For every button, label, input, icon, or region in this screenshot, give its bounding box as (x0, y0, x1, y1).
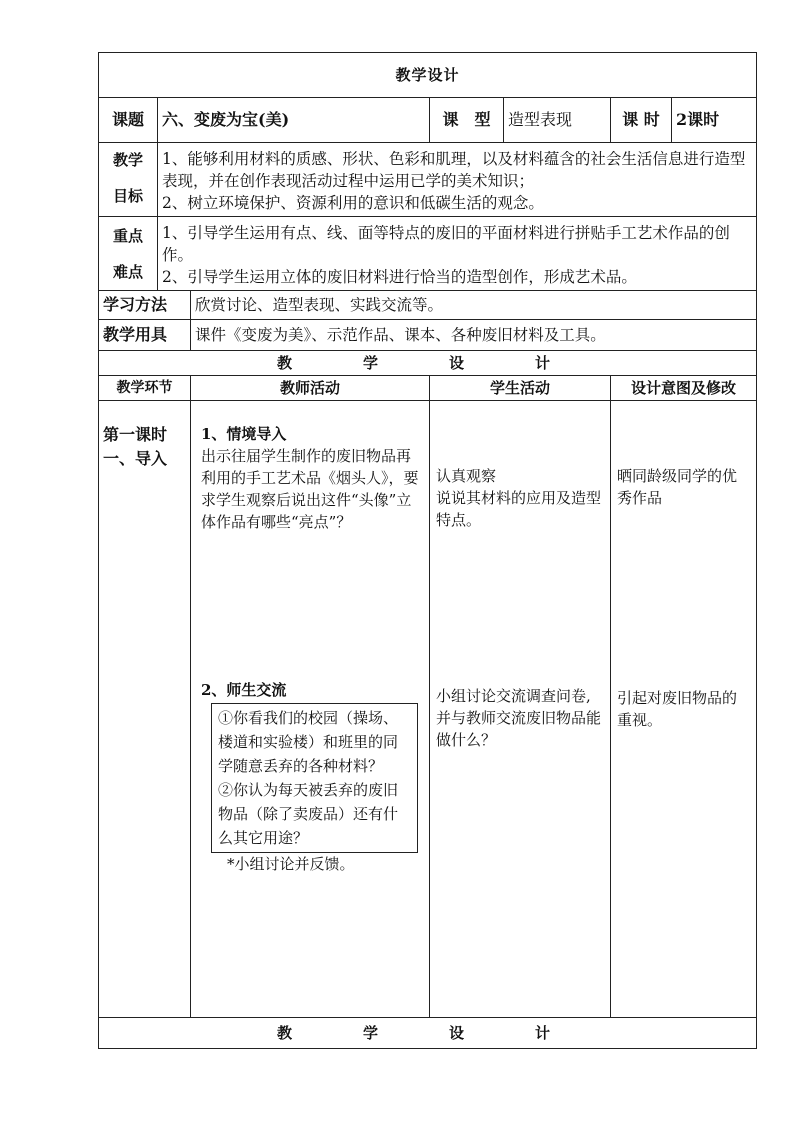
keypoints-label-line2: 难点 (112, 263, 143, 281)
question-1: ①你看我们的校园（操场、楼道和实验楼）和班里的同学随意丢弃的各种材料？ (218, 709, 399, 775)
topic-label: 课题 (99, 98, 158, 143)
goal-item-1: 1、能够利用材料的质感、形状、色彩和肌理，以及材料蕴含的社会生活信息进行造型表现，并在创作表现活动过程中运用已学的美术知识； (162, 150, 746, 190)
student-activity-cell (430, 401, 611, 1018)
question-box (211, 703, 418, 853)
tools-label: 教学用具 (99, 320, 191, 351)
stage-line-1: 第一课时 (103, 425, 168, 444)
col-intent-header: 设计意图及修改 (611, 376, 757, 401)
part2-note: *小组讨论并反馈。 (227, 855, 355, 873)
question-2: ②你认为每天被丢弃的废旧物品（除了卖废品）还有什么其它用途？ (218, 781, 399, 847)
keypoint-item-2: 2、引导学生运用立体的废旧材料进行恰当的造型创作，形成艺术品。 (162, 268, 637, 286)
stage-line-2: 一、导入 (103, 449, 168, 468)
part2-title: 2、师生交流 (201, 681, 287, 699)
part2-student: 小组讨论交流调查问卷,并与教师交流废旧物品能做什么？ (436, 687, 602, 749)
stage-cell (99, 401, 191, 1018)
part1-intent: 晒同龄级同学的优秀作品 (617, 467, 738, 507)
section-title: 教 学 设 计 (99, 351, 757, 376)
part2-intent: 引起对废旧物品的重视。 (617, 689, 738, 729)
topic-value: 六、变废为宝(美) (158, 98, 430, 143)
footer-section-title: 教 学 设 计 (99, 1018, 757, 1049)
teacher-activity-cell (191, 401, 430, 1018)
goals-text (158, 143, 757, 217)
lesson-plan-table (98, 52, 757, 1049)
keypoints-label (99, 217, 158, 291)
keypoints-text (158, 217, 757, 291)
goals-label (99, 143, 158, 217)
type-label: 课 型 (430, 98, 504, 143)
part1-student-1: 认真观察 (436, 467, 497, 485)
type-value: 造型表现 (504, 98, 611, 143)
tools-text: 课件《变废为美》、示范作品、课本、各种废旧材料及工具。 (191, 320, 757, 351)
goal-item-2: 2、树立环境保护、资源利用的意识和低碳生活的观念。 (162, 194, 544, 212)
page-title: 教学设计 (99, 53, 757, 98)
part1-title: 1、情境导入 (201, 425, 287, 443)
col-stage-header: 教学环节 (99, 376, 191, 401)
part1-student-2: 说说其材料的应用及造型特点。 (436, 489, 602, 529)
goals-label-line2: 目标 (112, 187, 143, 205)
hours-value: 2课时 (672, 98, 757, 143)
keypoint-item-1: 1、引导学生运用有点、线、面等特点的废旧的平面材料进行拼贴手工艺术作品的创作。 (162, 224, 730, 264)
lesson-plan-page (98, 52, 756, 1049)
intent-cell (611, 401, 757, 1018)
col-student-header: 学生活动 (430, 376, 611, 401)
part1-text: 出示往届学生制作的废旧物品再利用的手工艺术品《烟头人》，要求学生观察后说出这件“头像”立体作品有哪些“亮点”？ (201, 447, 419, 531)
goals-label-line1: 教学 (112, 151, 143, 169)
method-label: 学习方法 (99, 291, 191, 320)
method-text: 欣赏讨论、造型表现、实践交流等。 (191, 291, 757, 320)
hours-label: 课 时 (611, 98, 672, 143)
keypoints-label-line1: 重点 (112, 227, 143, 245)
col-teacher-header: 教师活动 (191, 376, 430, 401)
